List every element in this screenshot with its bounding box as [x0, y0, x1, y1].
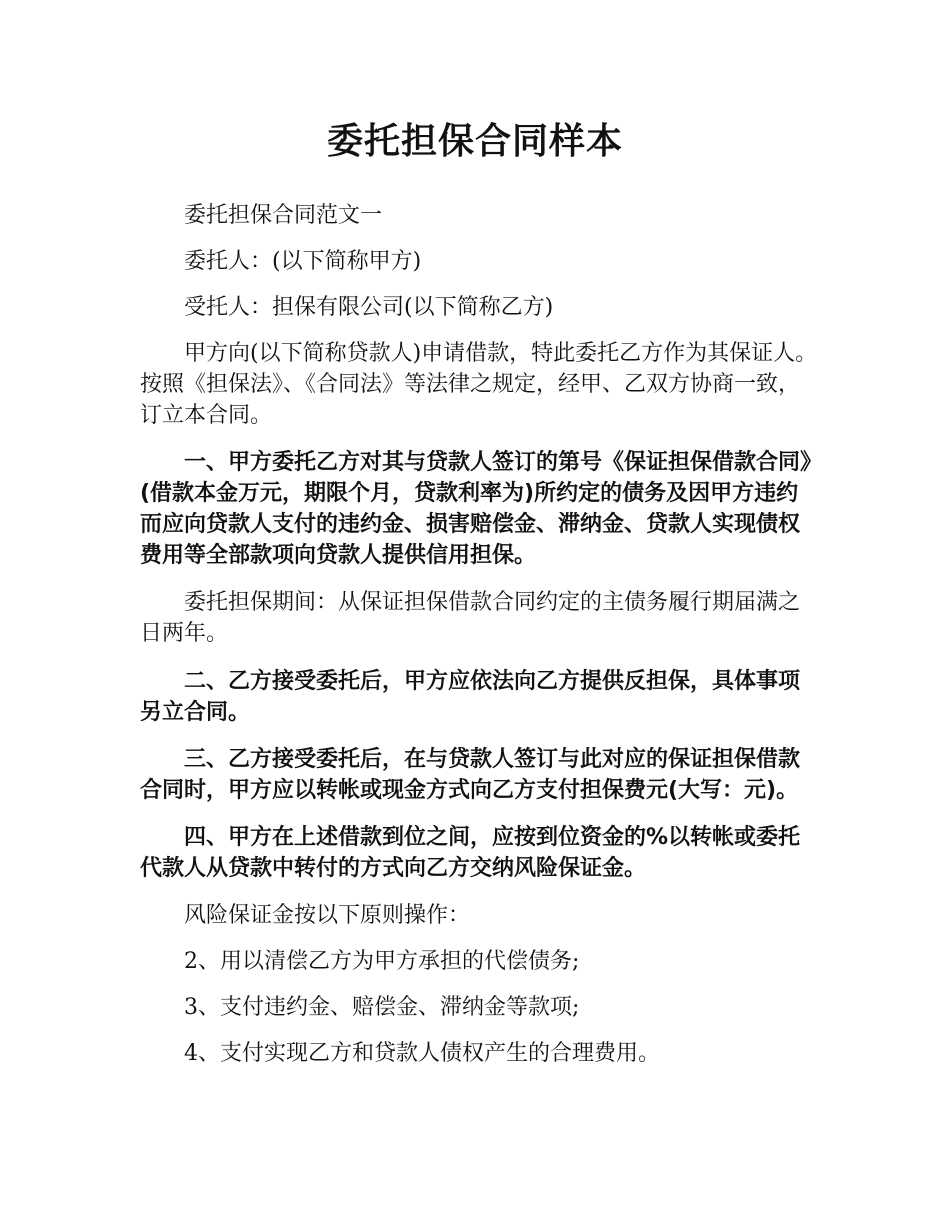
- paragraph-trustee: 受托人：担保有限公司(以下简称乙方): [184, 295, 554, 320]
- paragraph-preamble: 甲方向(以下简称贷款人)申请借款，特此委托乙方作为其保证人。按照《担保法》、《合同法》等法律之规定，经甲、乙双方协商一致，订立本合同。: [140, 341, 818, 428]
- clause-one: 一、甲方委托乙方对其与贷款人签订的第号《保证担保借款合同》(借款本金万元，期限个月，贷款利率为)所约定的债务及因甲方违约而应向贷款人支付的违约金、损害赔偿金、滞纳金、贷款人实现债权费用等全部款项向贷款人提供信用担保。: [140, 450, 812, 568]
- paragraph-principal: 委托人：(以下简称甲方): [184, 249, 422, 274]
- list-item-rule-2: 2、用以清偿乙方为甲方承担的代偿债务;: [184, 949, 580, 974]
- document-body: [140, 200, 820, 1069]
- list-item-rule-3: 3、支付违约金、赔偿金、滞纳金等款项;: [184, 995, 580, 1020]
- list-item-rule-4: 4、支付实现乙方和贷款人债权产生的合理费用。: [184, 1041, 660, 1066]
- document-title: 委托担保合同样本: [326, 121, 623, 162]
- clause-two: 二、乙方接受委托后，甲方应依法向乙方提供反担保，具体事项另立合同。: [140, 669, 801, 725]
- paragraph-heading-sample-one: 委托担保合同范文一: [184, 203, 383, 228]
- clause-three: 三、乙方接受委托后，在与贷款人签订与此对应的保证担保借款合同时，甲方应以转帐或现金方式向乙方支付担保费元(大写：元)。: [140, 747, 801, 803]
- clause-four: 四、甲方在上述借款到位之间，应按到位资金的%以转帐或委托代款人从贷款中转付的方式向乙方交纳风险保证金。: [140, 825, 801, 881]
- paragraph-deposit-rules: 风险保证金按以下原则操作：: [184, 903, 471, 928]
- paragraph-guarantee-period: 委托担保期间：从保证担保借款合同约定的主债务履行期届满之日两年。: [140, 590, 801, 646]
